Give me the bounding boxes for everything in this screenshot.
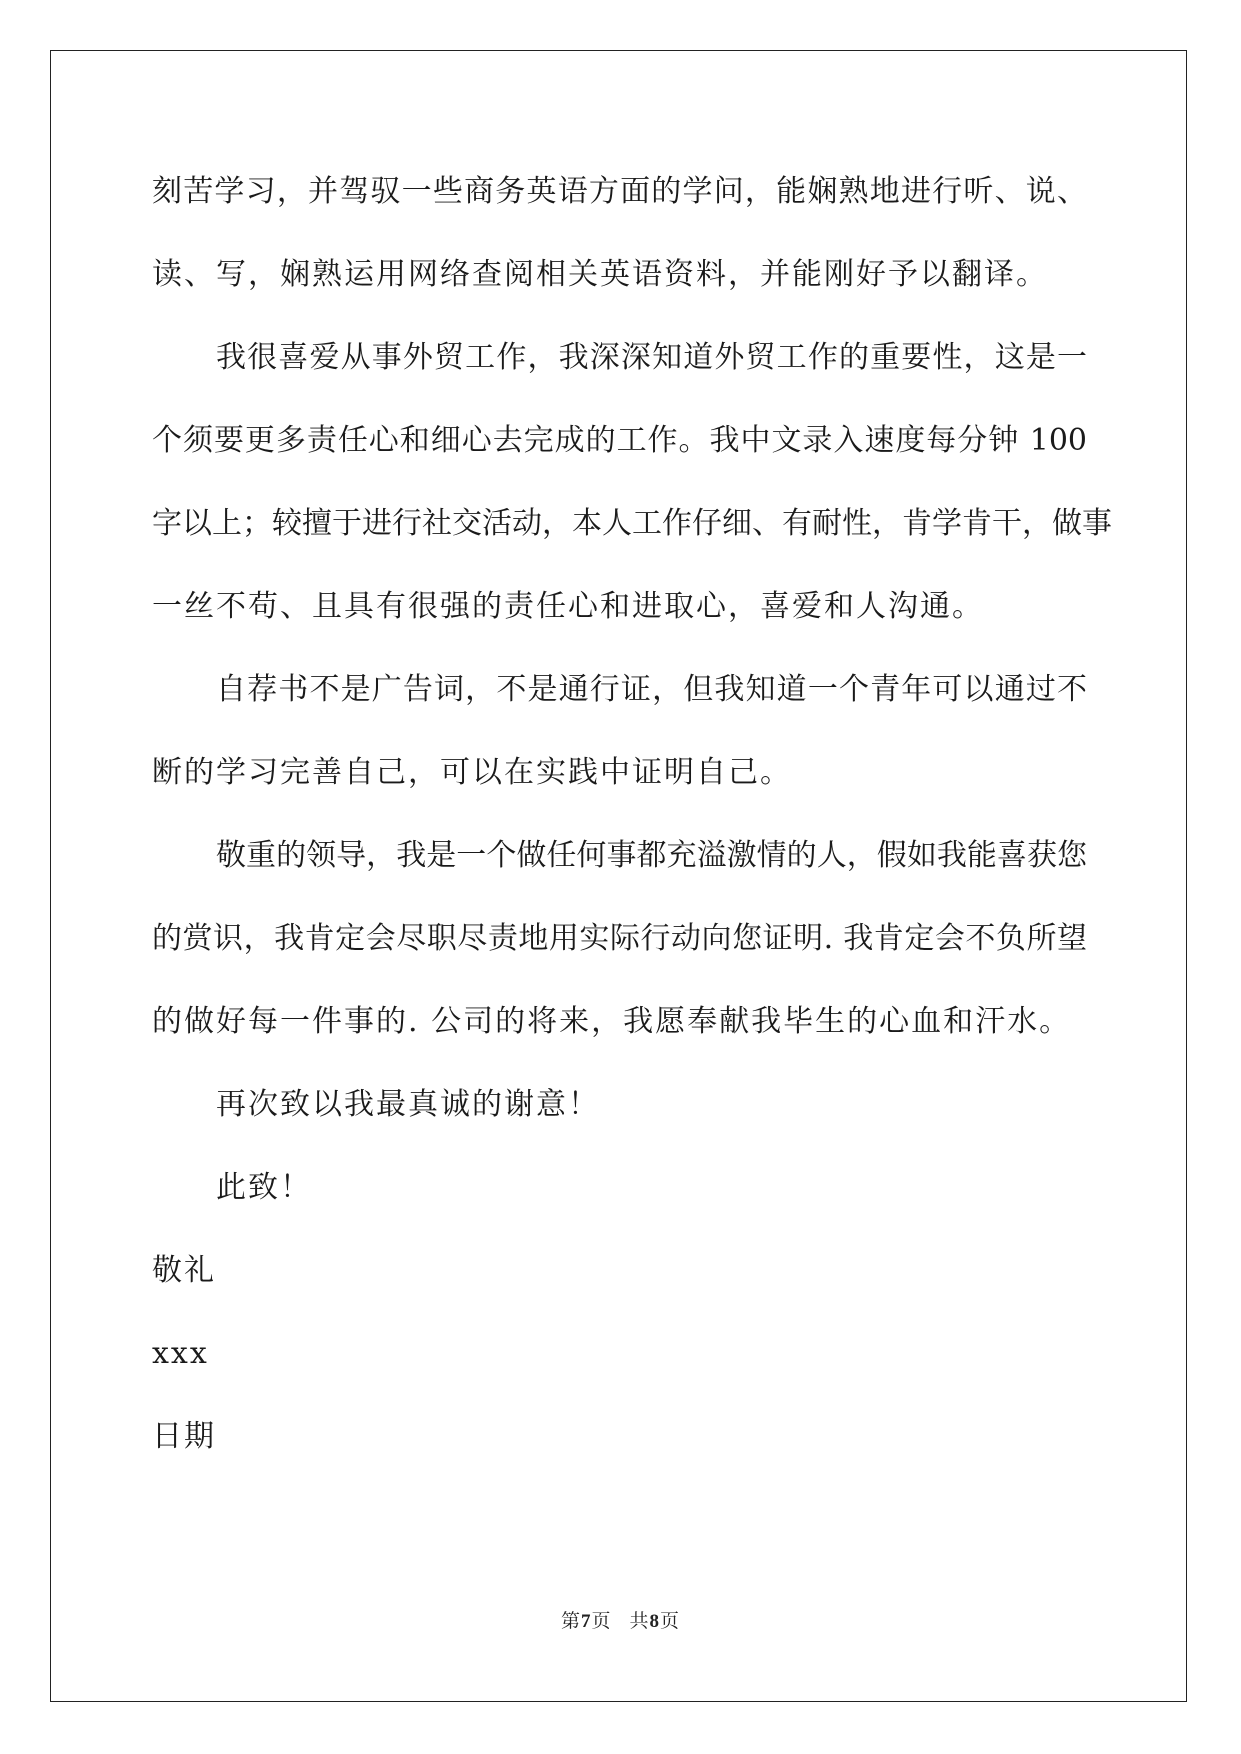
body-line: 再次致以我最真诚的谢意！: [216, 1087, 600, 1122]
page-prefix: 第: [560, 1610, 581, 1632]
body-line: 敬重的领导，我是一个做任何事都充溢激情的人，假如我能喜获您: [216, 838, 1087, 873]
body-line: 的赏识，我肯定会尽职尽责地用实际行动向您证明. 我肯定会不负所望: [152, 921, 1087, 956]
page-current: 7: [580, 1611, 592, 1632]
signature-name: xxx: [152, 1336, 209, 1371]
closing-regards: 敬礼: [152, 1253, 216, 1288]
total-unit: 页: [660, 1610, 681, 1632]
page-unit: 页: [591, 1610, 612, 1632]
body-line: 的做好每一件事的. 公司的将来，我愿奉献我毕生的心血和汗水。: [152, 1004, 1072, 1039]
total-prefix: 共: [629, 1610, 650, 1632]
body-line: 刻苦学习，并驾驭一些商务英语方面的学问，能娴熟地进行听、说、: [152, 174, 1087, 209]
page-footer: [0, 1606, 1241, 1633]
body-line: 字以上；较擅于进行社交活动，本人工作仔细、有耐性，肯学肯干，做事: [152, 506, 1112, 541]
body-line: 自荐书不是广告词，不是通行证，但我知道一个青年可以通过不: [216, 672, 1087, 707]
signature-date: 日期: [152, 1419, 216, 1454]
body-line: 断的学习完善自己，可以在实践中证明自己。: [152, 755, 792, 790]
body-line: 读、写，娴熟运用网络查阅相关英语资料，并能刚好予以翻译。: [152, 257, 1048, 292]
closing-salutation: 此致！: [216, 1170, 312, 1205]
document-body: [152, 150, 1112, 1478]
page-total: 8: [649, 1611, 661, 1632]
body-line: 我很喜爱从事外贸工作，我深深知道外贸工作的重要性，这是一: [216, 340, 1087, 375]
body-line: 个须要更多责任心和细心去完成的工作。我中文录入速度每分钟 100: [152, 423, 1087, 458]
body-line: 一丝不苟、且具有很强的责任心和进取心，喜爱和人沟通。: [152, 589, 984, 624]
